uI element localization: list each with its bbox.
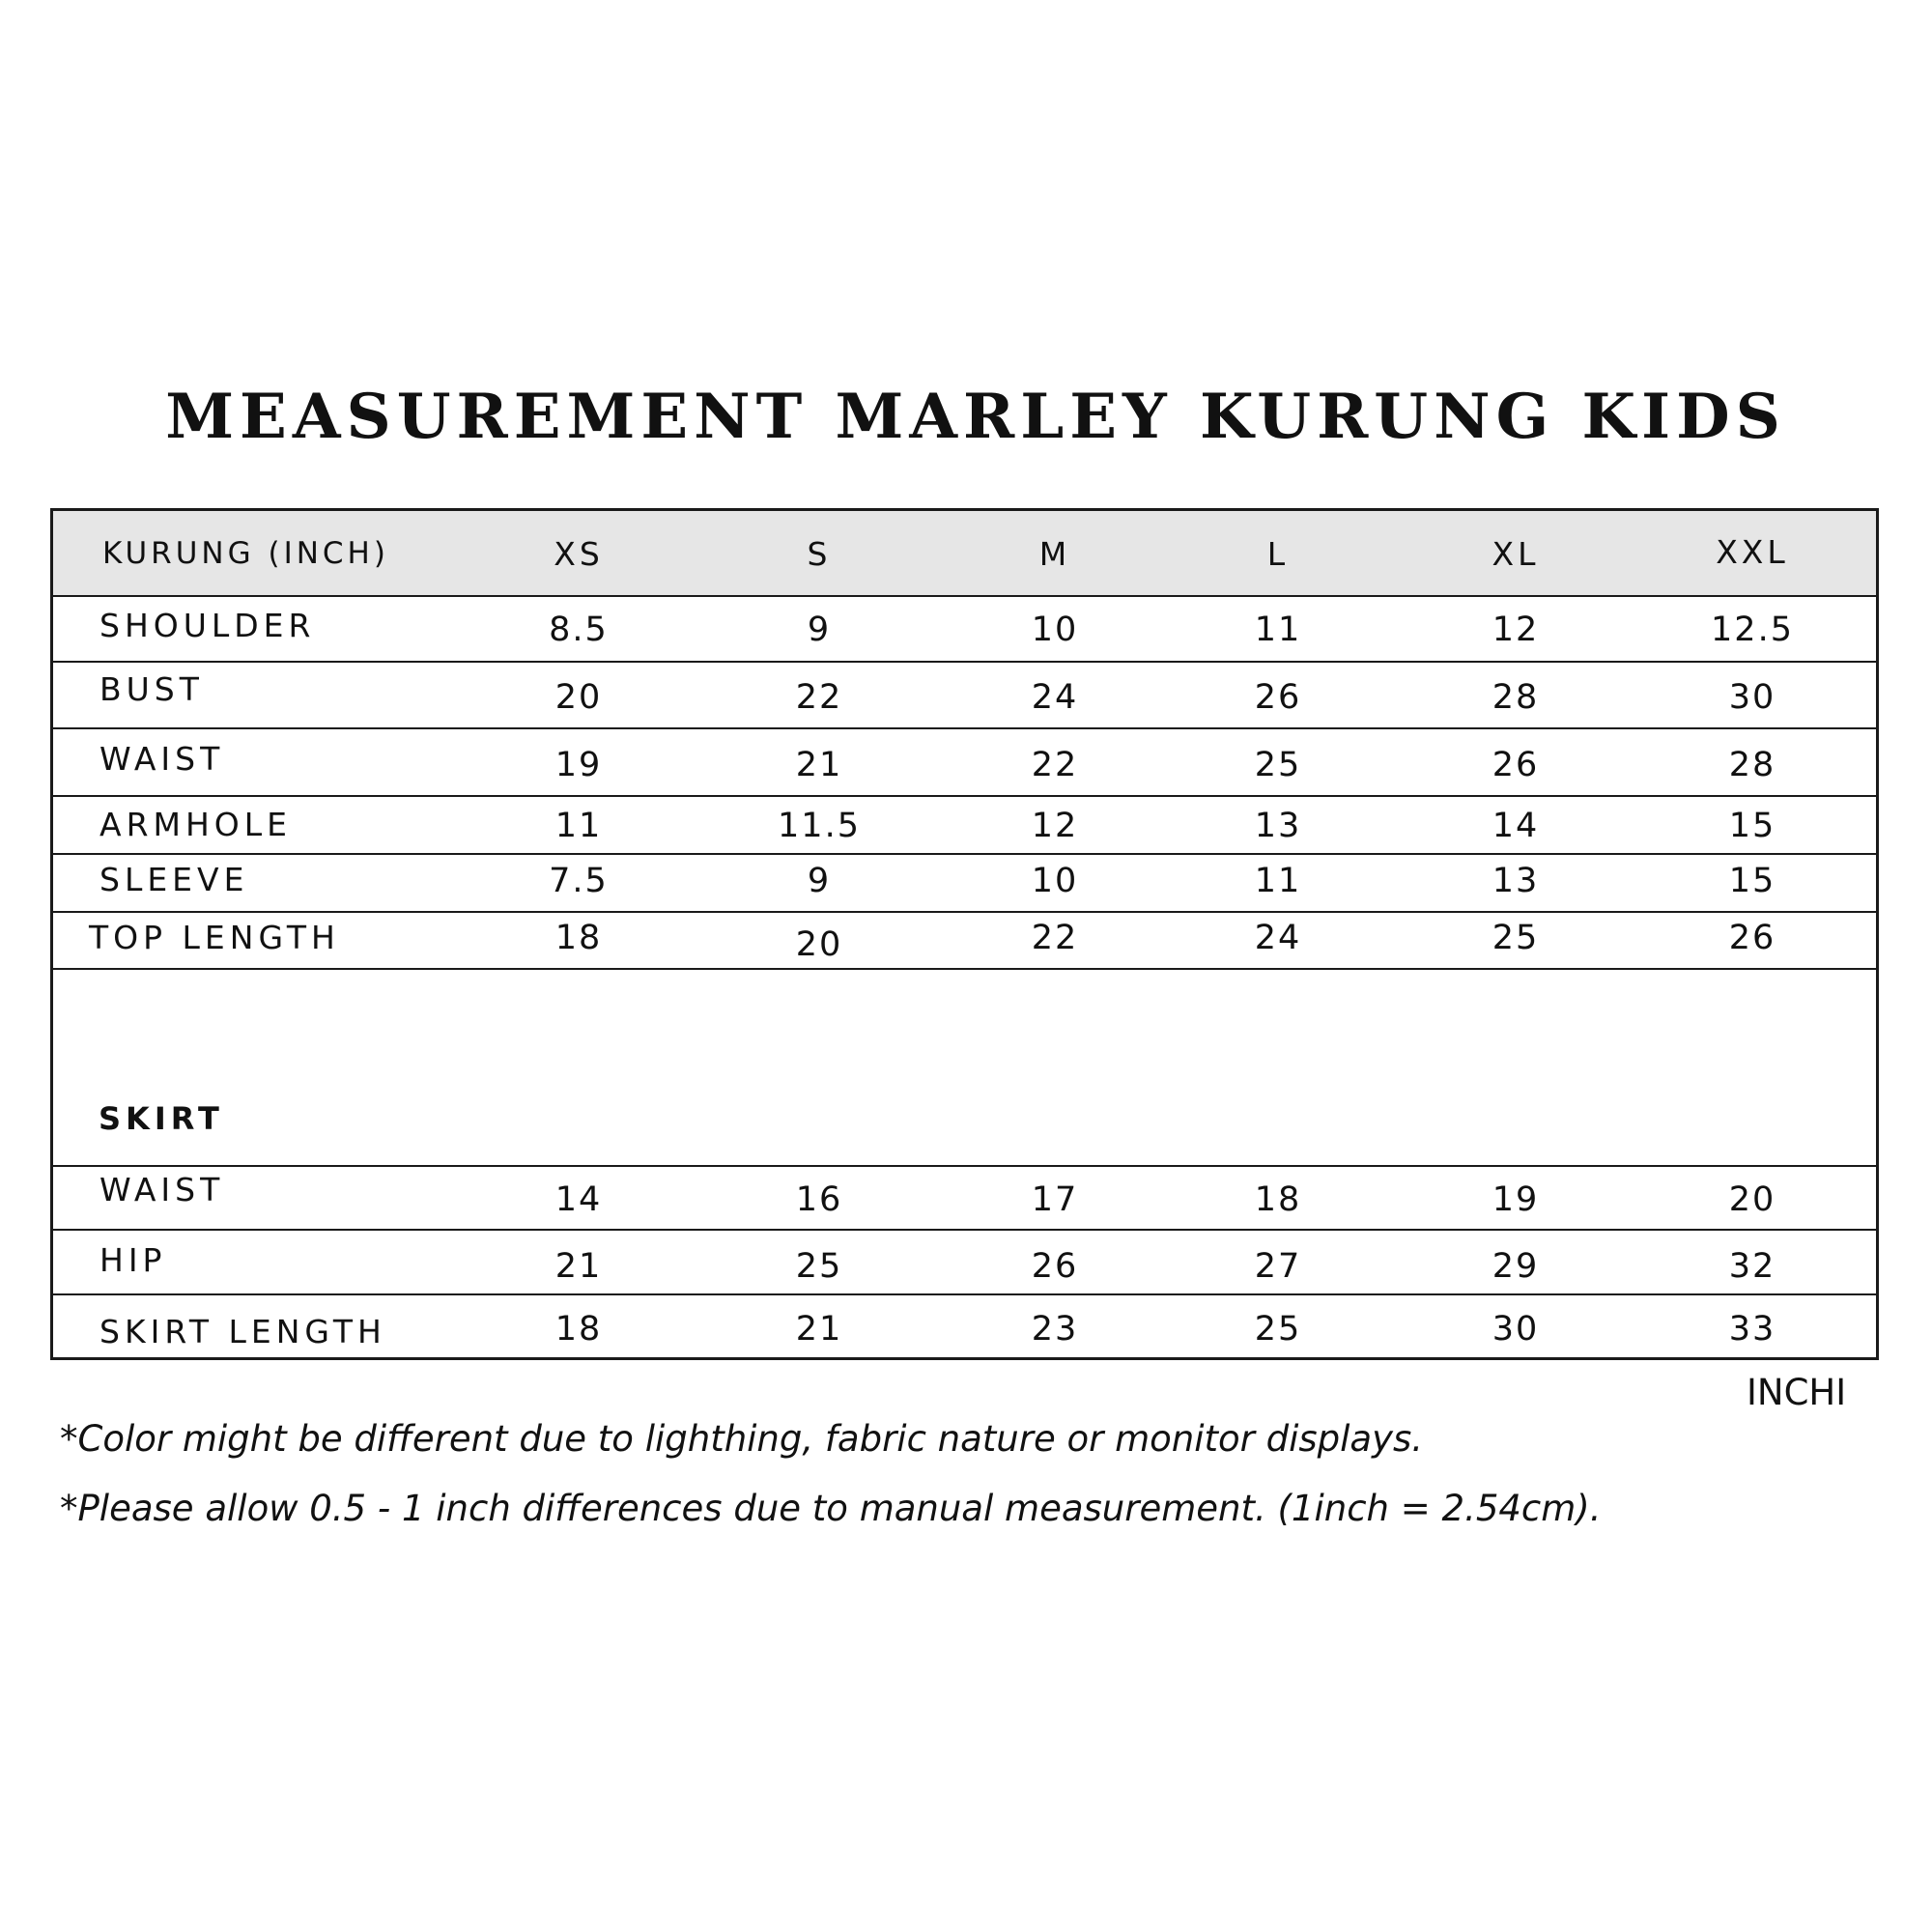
row-label: HIP (99, 1241, 167, 1279)
table-row-skirt-length (53, 1295, 1876, 1357)
table-cell: 15 (1728, 862, 1776, 900)
table-cell: 21 (795, 1310, 843, 1349)
table-cell: 26 (1031, 1247, 1079, 1286)
page-title: MEASUREMENT MARLEY KURUNG KIDS (165, 381, 1786, 453)
row-label: WAIST (99, 1171, 225, 1208)
table-cell: 30 (1728, 678, 1776, 717)
table-cell: 17 (1031, 1180, 1079, 1219)
measurement-disclaimer-note: *Please allow 0.5 - 1 inch differences due to manual measurement. (1inch = 2.54cm). (60, 1488, 1602, 1529)
row-label: ARMHOLE (99, 806, 293, 843)
header-size-xs: XS (554, 535, 604, 573)
table-cell: 22 (1031, 919, 1079, 957)
table-row-waist (53, 729, 1876, 797)
table-cell: 22 (795, 678, 843, 717)
table-cell: 26 (1254, 678, 1302, 717)
table-cell: 28 (1728, 746, 1776, 784)
skirt-section-row (53, 970, 1876, 1167)
row-label: BUST (99, 670, 204, 708)
header-label: KURUNG (INCH) (102, 536, 389, 571)
table-cell: 12 (1031, 807, 1079, 845)
header-size-l: L (1266, 535, 1290, 573)
table-cell: 24 (1031, 678, 1079, 717)
table-cell: 15 (1728, 807, 1776, 845)
table-cell: 33 (1728, 1310, 1776, 1349)
header-size-m: M (1038, 535, 1071, 573)
table-cell: 11.5 (778, 807, 861, 845)
table-cell: 20 (554, 678, 603, 717)
table-cell: 10 (1031, 611, 1079, 649)
table-cell: 18 (554, 919, 603, 957)
table-cell: 28 (1492, 678, 1540, 717)
table-cell: 12 (1492, 611, 1540, 649)
table-cell: 7.5 (549, 862, 609, 900)
table-cell: 11 (1254, 611, 1302, 649)
table-cell: 30 (1492, 1310, 1540, 1349)
table-cell: 14 (1492, 807, 1540, 845)
table-row-armhole (53, 797, 1876, 855)
table-cell: 10 (1031, 862, 1079, 900)
table-row-skirt-waist (53, 1167, 1876, 1231)
table-header-row (53, 511, 1876, 597)
table-cell: 9 (807, 611, 832, 649)
table-row-hip (53, 1231, 1876, 1295)
table-cell: 13 (1492, 862, 1540, 900)
skirt-section-label: SKIRT (99, 1100, 224, 1137)
header-size-xl: XL (1492, 535, 1540, 573)
table-cell: 25 (1492, 919, 1540, 957)
table-cell: 22 (1031, 746, 1079, 784)
table-cell: 14 (554, 1180, 603, 1219)
table-cell: 20 (795, 925, 843, 964)
table-cell: 29 (1492, 1247, 1540, 1286)
table-cell: 21 (554, 1247, 603, 1286)
row-label: SLEEVE (99, 861, 249, 898)
table-row-shoulder (53, 597, 1876, 663)
table-cell: 24 (1254, 919, 1302, 957)
table-cell: 11 (1254, 862, 1302, 900)
table-cell: 26 (1728, 919, 1776, 957)
color-disclaimer-note: *Color might be different due to lighthing, fabric nature or monitor displays. (60, 1418, 1424, 1460)
size-chart-table (50, 508, 1879, 1360)
row-label: TOP LENGTH (89, 919, 340, 956)
table-row-top-length (53, 913, 1876, 970)
table-cell: 19 (1492, 1180, 1540, 1219)
table-cell: 11 (554, 807, 603, 845)
table-cell: 13 (1254, 807, 1302, 845)
table-cell: 12.5 (1711, 611, 1794, 649)
header-size-s: S (807, 535, 832, 573)
row-label: WAIST (99, 740, 225, 778)
table-row-bust (53, 663, 1876, 729)
table-cell: 19 (554, 746, 603, 784)
table-cell: 25 (795, 1247, 843, 1286)
table-cell: 8.5 (549, 611, 609, 649)
table-cell: 18 (1254, 1180, 1302, 1219)
table-cell: 9 (807, 862, 832, 900)
table-cell: 25 (1254, 1310, 1302, 1349)
unit-label: INCHI (1747, 1372, 1847, 1413)
table-cell: 21 (795, 746, 843, 784)
table-cell: 25 (1254, 746, 1302, 784)
table-cell: 18 (554, 1310, 603, 1349)
row-label: SKIRT LENGTH (99, 1313, 386, 1350)
row-label: SHOULDER (99, 607, 316, 644)
table-row-sleeve (53, 855, 1876, 913)
table-cell: 26 (1492, 746, 1540, 784)
table-cell: 20 (1728, 1180, 1776, 1219)
table-cell: 23 (1031, 1310, 1079, 1349)
table-cell: 32 (1728, 1247, 1776, 1286)
header-size-xxl: XXL (1716, 533, 1789, 571)
table-cell: 16 (795, 1180, 843, 1219)
table-cell: 27 (1254, 1247, 1302, 1286)
